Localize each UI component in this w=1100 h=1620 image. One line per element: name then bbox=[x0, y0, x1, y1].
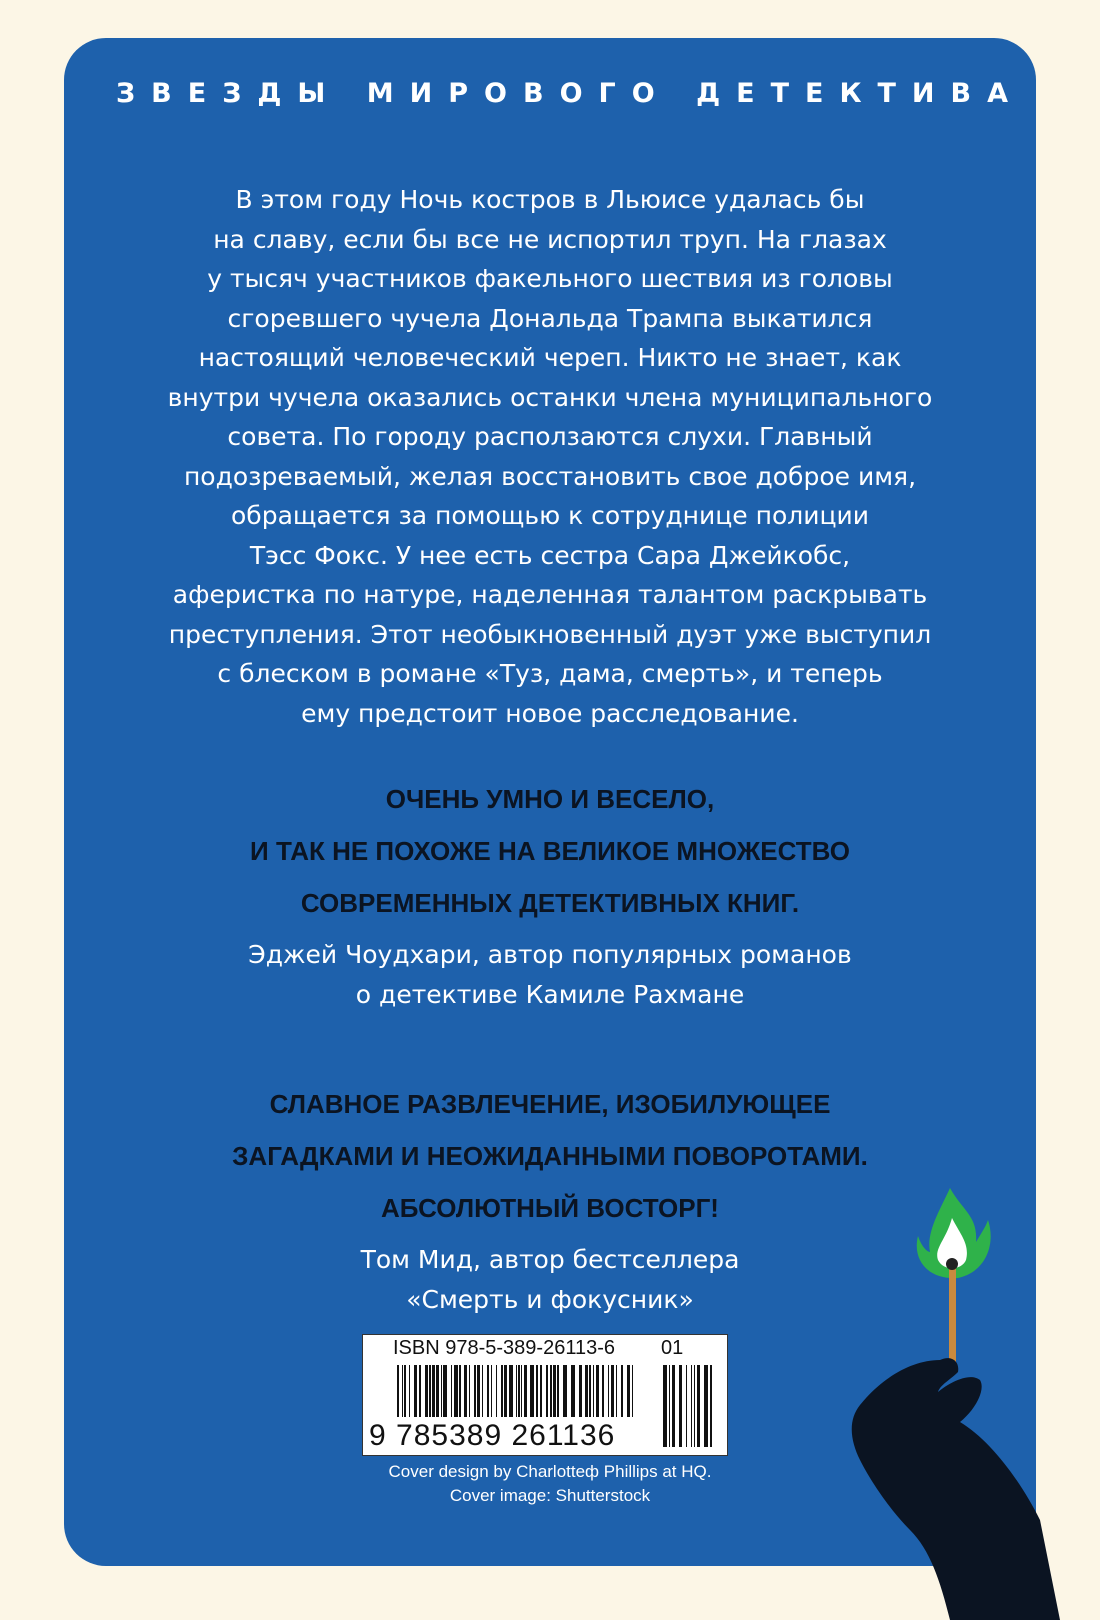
attribution-line: Том Мид, автор бестселлера bbox=[360, 1245, 740, 1274]
addon-bar bbox=[704, 1365, 708, 1447]
barcode-bar bbox=[419, 1365, 421, 1417]
barcode-bar bbox=[550, 1365, 552, 1417]
barcode-bar bbox=[616, 1365, 617, 1417]
addon-bar bbox=[691, 1365, 692, 1447]
barcode-bar bbox=[482, 1365, 483, 1417]
barcode-bar bbox=[432, 1365, 435, 1417]
barcode-bar bbox=[501, 1365, 503, 1417]
blurb bbox=[64, 180, 1036, 733]
quote-line: СОВРЕМЕННЫХ ДЕТЕКТИВНЫХ КНИГ. bbox=[300, 888, 800, 918]
blurb-line: сгоревшего чучела Дональда Трампа выкатился bbox=[227, 303, 873, 333]
barcode-bar bbox=[602, 1365, 604, 1417]
addon-bar bbox=[669, 1365, 670, 1447]
barcode-bar bbox=[441, 1365, 442, 1417]
barcode-bar bbox=[536, 1365, 538, 1417]
barcode-bar bbox=[404, 1365, 406, 1417]
barcode-bar bbox=[611, 1365, 614, 1417]
blurb-line: ему предстоит новое расследование. bbox=[301, 698, 799, 728]
addon-bar bbox=[710, 1365, 712, 1447]
attribution-line: Эджей Чоудхари, автор популярных романов bbox=[248, 940, 852, 969]
barcode-bar bbox=[540, 1365, 542, 1417]
blurb-line: Тэсс Фокс. У нее есть сестра Сара Джейкобс, bbox=[249, 540, 851, 570]
blurb-line: с блеском в романе «Туз, дама, смерть», и теперь bbox=[217, 659, 883, 688]
barcode-bar bbox=[627, 1365, 630, 1417]
barcode-bar bbox=[518, 1365, 520, 1417]
addon-bar bbox=[697, 1365, 700, 1447]
attribution-line: «Смерть и фокусник» bbox=[406, 1285, 694, 1314]
quote-line: ОЧЕНЬ УМНО И ВЕСЕЛО, bbox=[385, 784, 715, 814]
blurb-line: подозреваемый, желая восстановить свое доброе имя, bbox=[183, 461, 917, 491]
barcode-bar bbox=[632, 1365, 633, 1417]
barcode-digits: 9 785389 261136 bbox=[369, 1419, 616, 1452]
barcode-bar bbox=[524, 1365, 527, 1417]
addon-bar bbox=[663, 1365, 667, 1447]
barcode-bar bbox=[469, 1365, 470, 1417]
barcode-bar bbox=[608, 1365, 609, 1417]
credit-line: Cover design by Charlotteф Phillips at HQ. bbox=[388, 1462, 712, 1481]
barcode-bar bbox=[477, 1365, 480, 1417]
addon-bar bbox=[679, 1365, 682, 1447]
series-title: ЗВЕЗДЫ МИРОВОГО ДЕТЕКТИВА bbox=[115, 78, 1025, 109]
barcode-bar bbox=[474, 1365, 476, 1417]
attribution-line: о детективе Камиле Рахмане bbox=[355, 980, 745, 1009]
barcode-bar bbox=[596, 1365, 599, 1417]
barcode-bar bbox=[553, 1365, 556, 1417]
addon-bar bbox=[694, 1365, 695, 1447]
addon-bar bbox=[686, 1365, 687, 1447]
barcode-bar bbox=[521, 1365, 522, 1417]
barcode-bar bbox=[546, 1365, 548, 1417]
barcode-bar bbox=[579, 1365, 582, 1417]
barcode-bar bbox=[593, 1365, 594, 1417]
barcode-bar bbox=[589, 1365, 591, 1417]
barcode-bar bbox=[491, 1365, 492, 1417]
barcode-bar bbox=[459, 1365, 461, 1417]
blurb-line: аферистка по натуре, наделенная талантом раскрывать bbox=[172, 580, 928, 609]
barcode-bar bbox=[530, 1365, 534, 1417]
isbn-text: ISBN 978-5-389-26113-6 bbox=[393, 1337, 615, 1359]
blurb-line: внутри чучела оказались останки члена муниципального bbox=[167, 382, 933, 412]
hand-holding-match-illustration bbox=[800, 1160, 1060, 1620]
barcode-bar bbox=[571, 1365, 575, 1417]
quote-line: АБСОЛЮТНЫЙ ВОСТОРГ! bbox=[381, 1193, 719, 1223]
barcode-bar bbox=[454, 1365, 458, 1417]
blurb-line: совета. По городу расползаются слухи. Главный bbox=[227, 422, 873, 451]
blurb-line: В этом году Ночь костров в Льюисе удалась бы bbox=[235, 185, 865, 214]
quote-line: ЗАГАДКАМИ И НЕОЖИДАННЫМИ ПОВОРОТАМИ. bbox=[232, 1141, 868, 1171]
barcode-bar bbox=[451, 1365, 452, 1417]
blurb-line: настоящий человеческий череп. Никто не знает, как bbox=[198, 343, 902, 372]
barcode-bar bbox=[621, 1365, 623, 1417]
barcode-bar bbox=[402, 1365, 403, 1417]
barcode-bar bbox=[557, 1365, 559, 1417]
matchstick bbox=[949, 1264, 956, 1364]
barcode-bar bbox=[464, 1365, 467, 1417]
barcode-bar bbox=[496, 1365, 497, 1417]
blurb-line: обращается за помощью к сотруднице полиции bbox=[231, 501, 869, 530]
blurb-line: у тысяч участников факельного шествия из головы bbox=[207, 264, 893, 293]
blurb-line: преступления. Этот необыкновенный дуэт уже выступил bbox=[168, 619, 932, 649]
barcode-bar bbox=[425, 1365, 428, 1417]
barcode-bar bbox=[429, 1365, 431, 1417]
addon-bar bbox=[672, 1365, 675, 1447]
addon-code: 01 bbox=[661, 1337, 684, 1359]
barcode-bar bbox=[563, 1365, 567, 1417]
barcode-bar bbox=[409, 1365, 410, 1417]
isbn-barcode bbox=[362, 1334, 728, 1456]
barcode-bar bbox=[397, 1365, 399, 1417]
quote-attribution bbox=[64, 935, 1036, 1015]
barcode-bar bbox=[516, 1365, 517, 1417]
barcode-bar bbox=[585, 1365, 588, 1417]
barcode-bar bbox=[436, 1365, 439, 1417]
barcode-bar bbox=[414, 1365, 417, 1417]
barcode-bar bbox=[504, 1365, 507, 1417]
barcode-bar bbox=[443, 1365, 447, 1417]
barcode-bar bbox=[509, 1365, 513, 1417]
barcode-bar bbox=[487, 1365, 489, 1417]
quote-line: И ТАК НЕ ПОХОЖЕ НА ВЕЛИКОЕ МНОЖЕСТВО bbox=[250, 836, 850, 866]
credit-line: Cover image: Shutterstock bbox=[449, 1486, 651, 1505]
quote-line: СЛАВНОЕ РАЗВЛЕЧЕНИЕ, ИЗОБИЛУЮЩЕЕ bbox=[269, 1089, 831, 1119]
review-quote-1 bbox=[64, 773, 1036, 1015]
blurb-line: на славу, если бы все не испортил труп. На глазах bbox=[213, 224, 887, 254]
